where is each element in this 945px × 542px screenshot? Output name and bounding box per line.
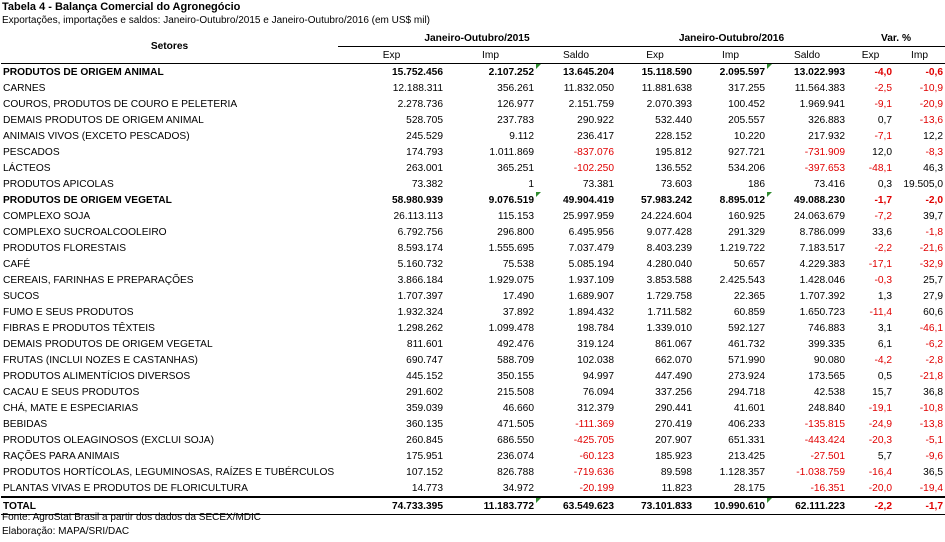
table-row <box>1 464 945 480</box>
sector-name: PRODUTOS DE ORIGEM VEGETAL <box>3 194 172 206</box>
cell-saldo-2016: 746.883 <box>808 322 845 334</box>
cell-exp-2015: 360.135 <box>406 418 443 430</box>
cell-var-imp: -2,0 <box>925 194 943 206</box>
cell-var-imp: -21,8 <box>919 370 943 382</box>
cell-saldo-2015: 25.997.959 <box>563 210 614 222</box>
sector-name: LÁCTEOS <box>3 162 51 174</box>
cell-imp-2016: 294.718 <box>728 386 765 398</box>
cell-imp-2015: 296.800 <box>497 226 534 238</box>
cell-imp-2016: 534.206 <box>728 162 765 174</box>
cell-exp-2016: 228.152 <box>655 130 692 142</box>
cell-imp-2015: 215.508 <box>497 386 534 398</box>
cell-exp-2015: 12.188.311 <box>392 82 443 94</box>
cell-var-exp: -1,7 <box>874 194 892 206</box>
sector-name: PESCADOS <box>3 146 60 158</box>
cell-exp-2016: 270.419 <box>655 418 692 430</box>
header-exp-2016: Exp <box>616 47 694 64</box>
cell-exp-2015: 2.278.736 <box>397 98 443 110</box>
cell-imp-2015: 471.505 <box>497 418 534 430</box>
cell-var-exp: -0,3 <box>874 274 892 286</box>
table-row <box>1 368 945 384</box>
sector-name: CACAU E SEUS PRODUTOS <box>3 386 140 398</box>
cell-saldo-2016: 24.063.679 <box>794 210 845 222</box>
cell-imp-2016: 100.452 <box>728 98 765 110</box>
cell-imp-2015: 356.261 <box>497 82 534 94</box>
footer-source: Fonte: AgroStat Brasil a partir dos dados da SECEX/MDIC <box>2 512 262 523</box>
cell-imp-2015: 492.476 <box>497 338 534 350</box>
cell-exp-2016: 1.729.758 <box>646 290 692 302</box>
trade-balance-table <box>1 30 945 515</box>
cell-exp-2015: 1.932.324 <box>397 306 443 318</box>
table-row <box>1 352 945 368</box>
cell-exp-2015: 15.752.456 <box>392 66 443 78</box>
cell-imp-2016: 186 <box>748 178 765 190</box>
cell-saldo-2016: 7.183.517 <box>799 242 845 254</box>
cell-saldo-2015: 1.937.109 <box>568 274 614 286</box>
cell-var-imp: 19.505,0 <box>903 178 943 190</box>
cell-imp-2015: 236.074 <box>497 450 534 462</box>
cell-saldo-2016: 217.932 <box>808 130 845 142</box>
cell-saldo-2016: 399.335 <box>808 338 845 350</box>
cell-var-imp: -20,9 <box>919 98 943 110</box>
cell-exp-2016: 1.339.010 <box>646 322 692 334</box>
cell-imp-2016: 317.255 <box>728 82 765 94</box>
cell-var-imp: -5,1 <box>925 434 943 446</box>
cell-var-exp: -17,1 <box>868 258 892 270</box>
sector-name: PRODUTOS APICOLAS <box>3 178 114 190</box>
cell-saldo-2015: 49.904.419 <box>536 192 616 208</box>
cell-exp-2016: 73.101.833 <box>616 497 694 515</box>
cell-exp-2016: 11.881.638 <box>641 82 692 94</box>
cell-saldo-2016: 1.650.723 <box>799 306 845 318</box>
cell-imp-2016: 592.127 <box>728 322 765 334</box>
cell-exp-2015: 74.733.395 <box>338 497 445 515</box>
cell-exp-2016: 73.603 <box>660 178 692 190</box>
cell-var-imp: -10,8 <box>919 402 943 414</box>
header-saldo-2015: Saldo <box>536 47 616 64</box>
cell-saldo-2015: 319.124 <box>577 338 614 350</box>
sector-name: PRODUTOS FLORESTAIS <box>3 242 127 254</box>
cell-saldo-2015: 1.894.432 <box>568 306 614 318</box>
cell-saldo-2015: 94.997 <box>582 370 614 382</box>
table-row <box>1 80 945 96</box>
table-subtitle: Exportações, importações e saldos: Janeiro-Outubro/2015 e Janeiro-Outubro/2016 (em US$ mil) <box>2 15 430 26</box>
cell-saldo-2016: 11.564.383 <box>794 82 845 94</box>
cell-saldo-2015: 236.417 <box>577 130 614 142</box>
cell-imp-2016: 10.990.610 <box>694 497 767 515</box>
cell-var-imp: -21,6 <box>919 242 943 254</box>
table-row <box>1 224 945 240</box>
cell-imp-2016: 2.095.597 <box>719 66 765 78</box>
cell-imp-2015: 365.251 <box>497 162 534 174</box>
sector-name: PRODUTOS HORTÍCOLAS, LEGUMINOSAS, RAÍZES E TUBÉRCULOS <box>3 466 335 478</box>
cell-var-imp: 27,9 <box>923 290 943 302</box>
cell-saldo-2016: -397.653 <box>804 162 845 174</box>
cell-var-exp: -2,2 <box>874 242 892 254</box>
cell-saldo-2015: 5.085.194 <box>568 258 614 270</box>
cell-exp-2015: 73.382 <box>411 178 443 190</box>
cell-var-exp: -19,1 <box>868 402 892 414</box>
cell-exp-2015: 263.001 <box>406 162 443 174</box>
cell-var-exp: -16,4 <box>868 466 892 478</box>
table-row <box>1 64 945 81</box>
cell-imp-2016: 41.601 <box>733 402 765 414</box>
cell-exp-2015: 1.298.262 <box>397 322 443 334</box>
cell-exp-2015: 174.793 <box>406 146 443 158</box>
table-row <box>1 176 945 192</box>
cell-exp-2015: 175.951 <box>406 450 443 462</box>
cell-saldo-2015: 63.549.623 <box>536 497 616 515</box>
sector-name: COMPLEXO SOJA <box>3 210 91 222</box>
cell-saldo-2015: 11.832.050 <box>563 82 614 94</box>
cell-imp-2016: 10.220 <box>733 130 765 142</box>
cell-imp-2015: 588.709 <box>497 354 534 366</box>
header-period-2015: Janeiro-Outubro/2015 <box>338 30 616 47</box>
cell-imp-2016: 213.425 <box>728 450 765 462</box>
cell-saldo-2016: 73.416 <box>813 178 845 190</box>
cell-saldo-2015: 73.381 <box>582 178 614 190</box>
sector-name: BEBIDAS <box>3 418 48 430</box>
cell-saldo-2015: -111.369 <box>575 418 614 430</box>
cell-exp-2016: 185.923 <box>655 450 692 462</box>
cell-var-imp: -1,8 <box>925 226 943 238</box>
table-row <box>1 240 945 256</box>
header-var: Var. % <box>847 30 945 47</box>
sector-name: PRODUTOS ALIMENTÍCIOS DIVERSOS <box>3 370 191 382</box>
cell-exp-2015: 245.529 <box>406 130 443 142</box>
cell-var-exp: -7,1 <box>874 130 892 142</box>
cell-saldo-2015: -837.076 <box>573 146 614 158</box>
cell-exp-2015: 528.705 <box>406 114 443 126</box>
cell-exp-2016: 1.711.582 <box>647 306 692 318</box>
cell-exp-2015: 107.152 <box>406 466 443 478</box>
header-imp-2016: Imp <box>694 47 767 64</box>
cell-exp-2015: 1.707.397 <box>397 290 443 302</box>
cell-imp-2015: 1.099.478 <box>488 322 534 334</box>
cell-imp-2016: 571.990 <box>728 354 765 366</box>
cell-imp-2015: 1.011.869 <box>489 146 534 158</box>
cell-imp-2016: 28.175 <box>733 482 765 494</box>
cell-imp-2015: 37.892 <box>502 306 534 318</box>
sector-name: RAÇÕES PARA ANIMAIS <box>3 450 120 462</box>
sector-name: CEREAIS, FARINHAS E PREPARAÇÕES <box>3 274 194 286</box>
cell-imp-2015: 1.555.695 <box>488 242 534 254</box>
cell-saldo-2016: 248.840 <box>808 402 845 414</box>
cell-saldo-2015: 198.784 <box>577 322 614 334</box>
table-row <box>1 416 945 432</box>
cell-imp-2016: 205.557 <box>728 114 765 126</box>
header-saldo-2016: Saldo <box>767 47 847 64</box>
cell-var-exp: 12,0 <box>872 146 892 158</box>
cell-imp-2016: 50.657 <box>733 258 765 270</box>
cell-imp-2015: 2.107.252 <box>488 66 534 78</box>
cell-var-imp: -6,2 <box>925 338 943 350</box>
cell-var-imp: -9,6 <box>925 450 943 462</box>
cell-saldo-2016: 1.707.392 <box>799 290 845 302</box>
cell-imp-2015: 350.155 <box>497 370 534 382</box>
table-row <box>1 160 945 176</box>
cell-saldo-2015: -60.123 <box>579 450 614 462</box>
cell-var-imp: -32,9 <box>919 258 943 270</box>
cell-var-imp: -13,8 <box>919 418 943 430</box>
cell-var-imp: 60,6 <box>923 306 943 318</box>
header-exp-2015: Exp <box>338 47 445 64</box>
cell-imp-2015: 686.550 <box>497 434 534 446</box>
sector-name: FUMO E SEUS PRODUTOS <box>3 306 134 318</box>
cell-imp-2016: 1.128.357 <box>719 466 765 478</box>
cell-exp-2016: 11.823 <box>661 482 692 494</box>
cell-saldo-2016: 8.786.099 <box>799 226 845 238</box>
cell-imp-2016: 927.721 <box>728 146 765 158</box>
sector-name: COMPLEXO SUCROALCOOLEIRO <box>3 226 167 238</box>
cell-saldo-2016: 62.111.223 <box>767 497 847 515</box>
cell-exp-2015: 8.593.174 <box>397 242 443 254</box>
cell-exp-2015: 5.160.732 <box>397 258 443 270</box>
cell-exp-2015: 26.113.113 <box>393 210 443 222</box>
cell-imp-2016: 651.331 <box>728 434 765 446</box>
cell-imp-2015: 34.972 <box>502 482 534 494</box>
cell-var-imp: -0,6 <box>925 66 943 78</box>
cell-imp-2016: 2.425.543 <box>719 274 765 286</box>
cell-exp-2016: 8.403.239 <box>646 242 692 254</box>
cell-imp-2016: 22.365 <box>733 290 765 302</box>
cell-saldo-2015: 6.495.956 <box>568 226 614 238</box>
cell-exp-2015: 260.845 <box>406 434 443 446</box>
cell-var-imp: 25,7 <box>923 274 943 286</box>
cell-var-imp: 46,3 <box>923 162 943 174</box>
cell-exp-2015: 811.601 <box>406 338 443 350</box>
cell-saldo-2016: -443.424 <box>804 434 845 446</box>
cell-imp-2015: 11.183.772 <box>445 497 536 515</box>
cell-saldo-2015: 7.037.479 <box>568 242 614 254</box>
sector-name: CHÁ, MATE E ESPECIARIAS <box>3 402 139 414</box>
cell-var-exp: -2,2 <box>847 497 894 515</box>
sector-name: PRODUTOS OLEAGINOSOS (EXCLUI SOJA) <box>3 434 214 446</box>
cell-imp-2015: 9.112 <box>509 130 534 142</box>
cell-var-exp: 5,7 <box>877 450 892 462</box>
cell-exp-2016: 3.853.588 <box>646 274 692 286</box>
cell-var-exp: 0,5 <box>877 370 892 382</box>
table-row <box>1 304 945 320</box>
sector-name: SUCOS <box>3 290 40 302</box>
table-row <box>1 400 945 416</box>
cell-saldo-2015: 13.645.204 <box>536 64 616 81</box>
table-row <box>1 128 945 144</box>
cell-exp-2016: 15.118.590 <box>641 66 692 78</box>
header-setores: Setores <box>1 30 338 64</box>
cell-imp-2016: 1.219.722 <box>719 242 765 254</box>
cell-exp-2016: 337.256 <box>655 386 692 398</box>
cell-var-imp: -8,3 <box>925 146 943 158</box>
cell-exp-2015: 3.866.184 <box>397 274 443 286</box>
cell-var-imp: -19,4 <box>919 482 943 494</box>
cell-var-exp: 0,7 <box>877 114 892 126</box>
cell-var-exp: 6,1 <box>877 338 892 350</box>
cell-imp-2015: 17.490 <box>502 290 534 302</box>
sector-name: CAFÉ <box>3 258 31 270</box>
table-title: Tabela 4 - Balança Comercial do Agronegócio <box>2 1 241 13</box>
cell-exp-2016: 195.812 <box>655 146 692 158</box>
header-var-exp: Exp <box>847 47 894 64</box>
table-row <box>1 256 945 272</box>
cell-saldo-2016: 90.080 <box>813 354 845 366</box>
header-imp-2015: Imp <box>445 47 536 64</box>
cell-imp-2016: 406.233 <box>728 418 765 430</box>
cell-saldo-2015: 2.151.759 <box>568 98 614 110</box>
table-row <box>1 480 945 497</box>
cell-imp-2015: 237.783 <box>497 114 534 126</box>
table-row <box>1 432 945 448</box>
cell-saldo-2016: -16.351 <box>810 482 845 494</box>
cell-saldo-2016: -731.909 <box>804 146 845 158</box>
cell-imp-2015: 126.977 <box>497 98 534 110</box>
cell-var-exp: -7,2 <box>874 210 892 222</box>
cell-saldo-2016: -27.501 <box>810 450 845 462</box>
cell-imp-2015: 46.660 <box>502 402 534 414</box>
cell-exp-2015: 6.792.756 <box>397 226 443 238</box>
cell-exp-2015: 58.980.939 <box>392 194 443 206</box>
cell-exp-2016: 447.490 <box>655 370 692 382</box>
cell-exp-2016: 89.598 <box>660 466 692 478</box>
sector-name: CARNES <box>3 82 46 94</box>
table-row <box>1 320 945 336</box>
table-row <box>1 448 945 464</box>
cell-var-imp: 12,2 <box>923 130 943 142</box>
cell-var-exp: -20,3 <box>868 434 892 446</box>
cell-var-imp: 36,5 <box>923 466 943 478</box>
cell-var-imp: -10,9 <box>919 82 943 94</box>
cell-saldo-2016: -135.815 <box>804 418 845 430</box>
cell-saldo-2015: 76.094 <box>582 386 614 398</box>
cell-imp-2016: 60.859 <box>733 306 765 318</box>
cell-exp-2016: 9.077.428 <box>646 226 692 238</box>
cell-imp-2015: 1 <box>528 178 534 190</box>
cell-saldo-2016: 49.088.230 <box>767 192 847 208</box>
cell-var-exp: 0,3 <box>877 178 892 190</box>
cell-saldo-2016: 4.229.383 <box>799 258 845 270</box>
cell-saldo-2016: 42.538 <box>813 386 845 398</box>
cell-imp-2015: 75.538 <box>502 258 534 270</box>
table-row <box>1 384 945 400</box>
cell-var-exp: -4,2 <box>874 354 892 366</box>
cell-var-exp: 1,3 <box>877 290 892 302</box>
cell-saldo-2016: 1.428.046 <box>799 274 845 286</box>
cell-var-imp: 39,7 <box>923 210 943 222</box>
cell-imp-2016: 160.925 <box>728 210 765 222</box>
cell-saldo-2016: 326.883 <box>808 114 845 126</box>
table-row <box>1 208 945 224</box>
cell-saldo-2015: -719.636 <box>573 466 614 478</box>
cell-saldo-2016: 13.022.993 <box>767 64 847 81</box>
cell-saldo-2015: -425.705 <box>573 434 614 446</box>
cell-exp-2016: 662.070 <box>655 354 692 366</box>
cell-imp-2015: 115.153 <box>497 210 534 222</box>
sector-name: TOTAL <box>1 497 338 515</box>
cell-imp-2015: 1.929.075 <box>488 274 534 286</box>
cell-var-exp: 15,7 <box>872 386 892 398</box>
cell-var-imp: -46,1 <box>919 322 943 334</box>
cell-exp-2016: 290.441 <box>655 402 692 414</box>
cell-exp-2016: 532.440 <box>655 114 692 126</box>
sector-name: ANIMAIS VIVOS (EXCETO PESCADOS) <box>3 130 190 142</box>
cell-exp-2015: 14.773 <box>411 482 443 494</box>
cell-saldo-2016: 173.565 <box>808 370 845 382</box>
cell-imp-2016: 8.895.012 <box>719 194 765 206</box>
cell-exp-2015: 359.039 <box>406 402 443 414</box>
cell-imp-2016: 273.924 <box>728 370 765 382</box>
cell-saldo-2015: 1.689.907 <box>568 290 614 302</box>
cell-saldo-2015: -102.250 <box>573 162 614 174</box>
cell-saldo-2015: 312.379 <box>577 402 614 414</box>
table-row <box>1 336 945 352</box>
sector-name: PRODUTOS DE ORIGEM ANIMAL <box>3 66 164 78</box>
cell-imp-2016: 461.732 <box>728 338 765 350</box>
cell-var-exp: 33,6 <box>872 226 892 238</box>
cell-imp-2016: 291.329 <box>728 226 765 238</box>
cell-exp-2016: 4.280.040 <box>646 258 692 270</box>
cell-exp-2015: 445.152 <box>406 370 443 382</box>
table-row <box>1 112 945 128</box>
cell-exp-2015: 690.747 <box>406 354 443 366</box>
table-row <box>1 288 945 304</box>
sector-name: FRUTAS (INCLUI NOZES E CASTANHAS) <box>3 354 198 366</box>
cell-imp-2015: 826.788 <box>497 466 534 478</box>
cell-exp-2016: 2.070.393 <box>646 98 692 110</box>
cell-var-imp: -1,7 <box>894 497 945 515</box>
cell-saldo-2015: -20.199 <box>579 482 614 494</box>
table-row <box>1 192 945 208</box>
cell-imp-2015: 9.076.519 <box>488 194 534 206</box>
cell-var-imp: 36,8 <box>923 386 943 398</box>
cell-var-exp: -2,5 <box>874 82 892 94</box>
cell-saldo-2015: 290.922 <box>577 114 614 126</box>
sector-name: DEMAIS PRODUTOS DE ORIGEM ANIMAL <box>3 114 204 126</box>
cell-var-imp: -13,6 <box>919 114 943 126</box>
cell-var-exp: -11,4 <box>869 306 892 318</box>
sector-name: COUROS, PRODUTOS DE COURO E PELETERIA <box>3 98 238 110</box>
cell-saldo-2015: 102.038 <box>577 354 614 366</box>
table-row <box>1 96 945 112</box>
sector-name: FIBRAS E PRODUTOS TÊXTEIS <box>3 322 155 334</box>
table-body <box>1 64 945 515</box>
cell-var-exp: -24,9 <box>868 418 892 430</box>
cell-saldo-2016: -1.038.759 <box>796 466 845 478</box>
header-var-imp: Imp <box>894 47 945 64</box>
sector-name: DEMAIS PRODUTOS DE ORIGEM VEGETAL <box>3 338 213 350</box>
table-row <box>1 144 945 160</box>
table-row <box>1 272 945 288</box>
cell-var-imp: -2,8 <box>925 354 943 366</box>
footer-elaboration: Elaboração: MAPA/SRI/DAC <box>2 526 130 537</box>
sector-name: PLANTAS VIVAS E PRODUTOS DE FLORICULTURA <box>3 482 248 494</box>
cell-var-exp: -48,1 <box>868 162 892 174</box>
cell-exp-2016: 207.907 <box>655 434 692 446</box>
cell-exp-2016: 57.983.242 <box>641 194 692 206</box>
cell-var-exp: -9,1 <box>874 98 892 110</box>
cell-exp-2016: 24.224.604 <box>641 210 692 222</box>
cell-var-exp: -4,0 <box>874 66 892 78</box>
header-period-2016: Janeiro-Outubro/2016 <box>616 30 847 47</box>
cell-saldo-2016: 1.969.941 <box>799 98 845 110</box>
cell-var-exp: -20,0 <box>868 482 892 494</box>
cell-exp-2015: 291.602 <box>406 386 443 398</box>
cell-var-exp: 3,1 <box>877 322 892 334</box>
cell-exp-2016: 861.067 <box>655 338 692 350</box>
cell-exp-2016: 136.552 <box>655 162 692 174</box>
